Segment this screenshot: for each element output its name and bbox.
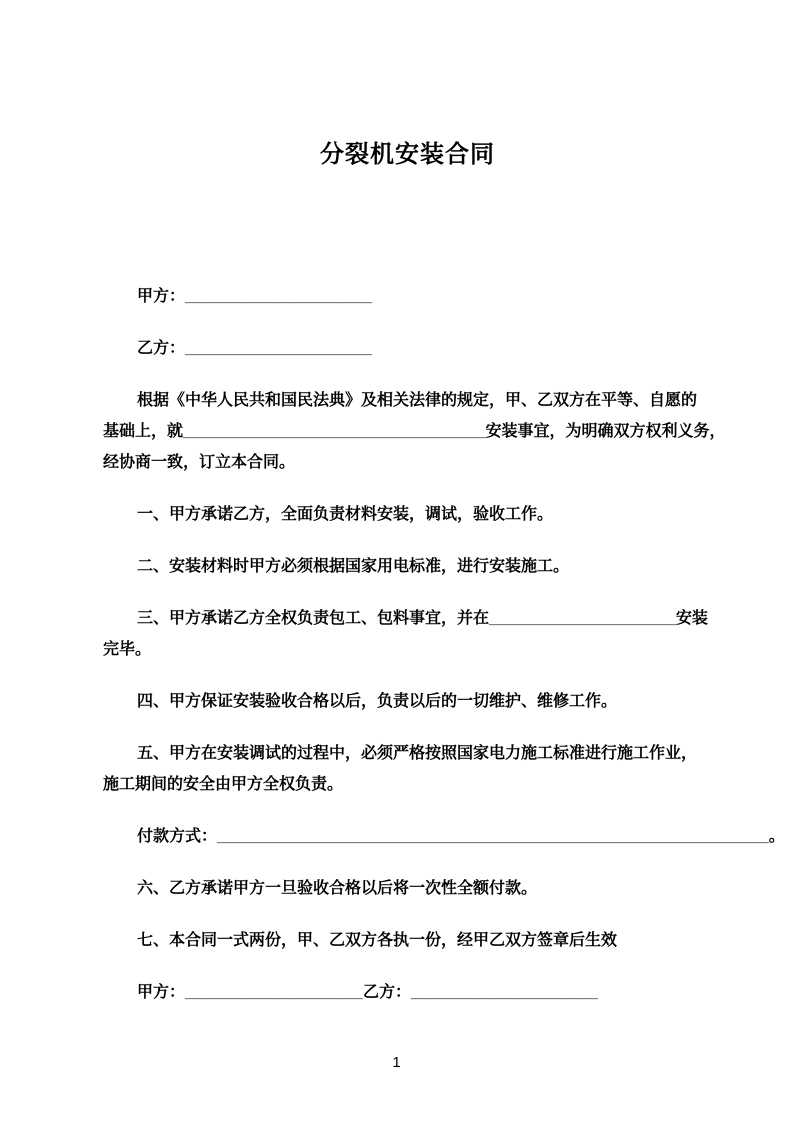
- clause-1: 一、甲方承诺乙方，全面负责材料安装，调试，验收工作。: [137, 506, 554, 523]
- party-a-blank-line: 甲方：_____________________: [137, 288, 372, 305]
- signature-blank-line: 甲方：____________________乙方：_____________________: [137, 984, 598, 1001]
- page-number: 1: [392, 1054, 401, 1071]
- clause-5-line-2: 施工期间的安全由甲方全权负责。: [103, 776, 344, 793]
- preamble-line-3: 经协商一致，订立本合同。: [103, 454, 296, 471]
- document-title: 分裂机安装合同: [320, 141, 495, 168]
- clause-7: 七、本合同一式两份，甲、乙双方各执一份，经甲乙双方签章后生效: [137, 932, 618, 949]
- party-b-blank-line: 乙方：_____________________: [137, 340, 372, 357]
- preamble-line-1: 根据《中华人民共和国民法典》及相关法律的规定，甲、乙双方在平等、自愿的: [137, 392, 698, 409]
- clause-3-line-1: 三、甲方承诺乙方全权负责包工、包料事宜，并在_____________________安装: [137, 610, 708, 627]
- preamble-line-2: 基础上，就__________________________________安装事宜，为明确双方权利义务，: [103, 423, 726, 440]
- clause-6: 六、乙方承诺甲方一旦验收合格以后将一次性全额付款。: [137, 880, 538, 897]
- clause-5-line-1: 五、甲方在安装调试的过程中，必须严格按照国家电力施工标准进行施工作业，: [137, 745, 698, 762]
- payment-method-blank-line: 付款方式：______________________________________________________________。: [137, 828, 785, 845]
- clause-4: 四、甲方保证安装验收合格以后，负责以后的一切维护、维修工作。: [137, 693, 618, 710]
- clause-2: 二、安装材料时甲方必须根据国家用电标准，进行安装施工。: [137, 558, 570, 575]
- clause-3-line-2: 完毕。: [103, 641, 152, 658]
